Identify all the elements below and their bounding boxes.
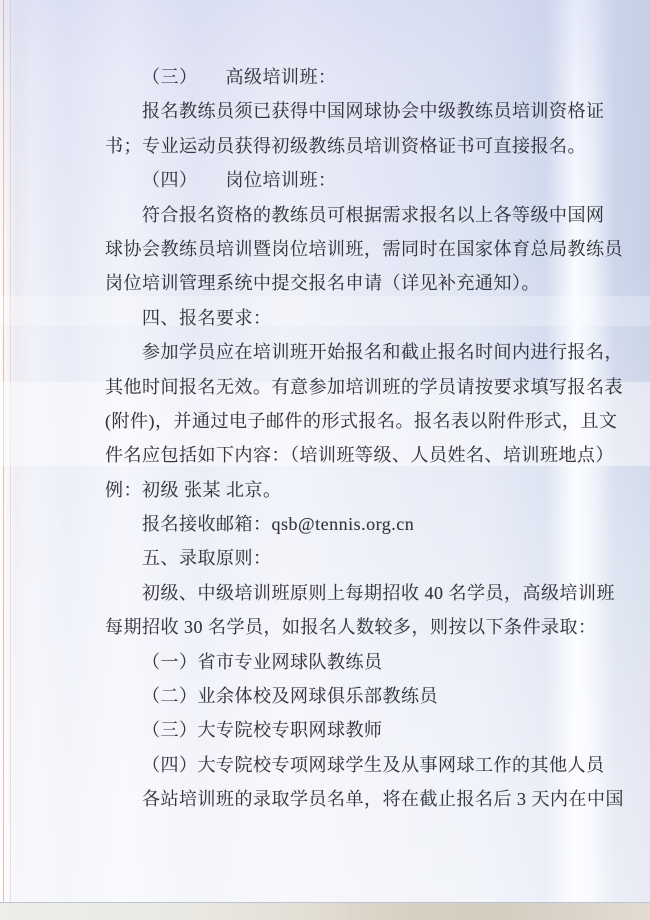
- text-line: （四）大专院校专项网球学生及从事网球工作的其他人员: [142, 754, 605, 775]
- text-line: 书；专业运动员获得初级教练员培训资格证书可直接报名。: [105, 135, 586, 156]
- text-line: 五、录取原则：: [142, 548, 272, 569]
- text-line: （三） 高级培训班：: [142, 67, 337, 87]
- document-body: [105, 60, 624, 817]
- text-line: 报名教练员须已获得中国网球协会中级教练员培训资格证: [142, 101, 605, 122]
- text-line: （四） 岗位培训班：: [142, 170, 337, 191]
- text-line: （二）业余体校及网球俱乐部教练员: [142, 686, 438, 707]
- text-line: 其他时间报名无效。有意参加培训班的学员请按要求填写报名表: [105, 376, 623, 397]
- text-line: （三）大专院校专职网球教师: [142, 720, 383, 741]
- text-line: 每期招收 30 名学员，如报名人数较多，则按以下条件录取：: [105, 617, 597, 638]
- text-line: 岗位培训管理系统中提交报名申请（详见补充通知）。: [105, 273, 540, 294]
- text-line: 参加学员应在培训班开始报名和截止报名时间内进行报名，: [142, 342, 623, 363]
- text-line: 球协会教练员培训暨岗位培训班，需同时在国家体育总局教练员: [105, 238, 623, 259]
- scan-bottom-strip: [0, 903, 650, 920]
- text-line: 各站培训班的录取学员名单，将在截止报名后 3 天内在中国: [142, 789, 624, 810]
- text-line: (附件)，并通过电子邮件的形式报名。报名表以附件形式，且文: [105, 410, 618, 431]
- text-line: 件名应包括如下内容：（培训班等级、人员姓名、培训班地点）: [105, 445, 614, 466]
- text-line: 报名接收邮箱：qsb@tennis.org.cn: [142, 514, 415, 535]
- text-line: 初级、中级培训班原则上每期招收 40 名学员，高级培训班: [142, 582, 615, 603]
- text-line: 四、报名要求：: [142, 307, 272, 328]
- text-line: 符合报名资格的教练员可根据需求报名以上各等级中国网: [142, 204, 605, 225]
- text-line: （一）省市专业网球队教练员: [142, 651, 383, 672]
- text-line: 例：初级 张某 北京。: [105, 479, 282, 500]
